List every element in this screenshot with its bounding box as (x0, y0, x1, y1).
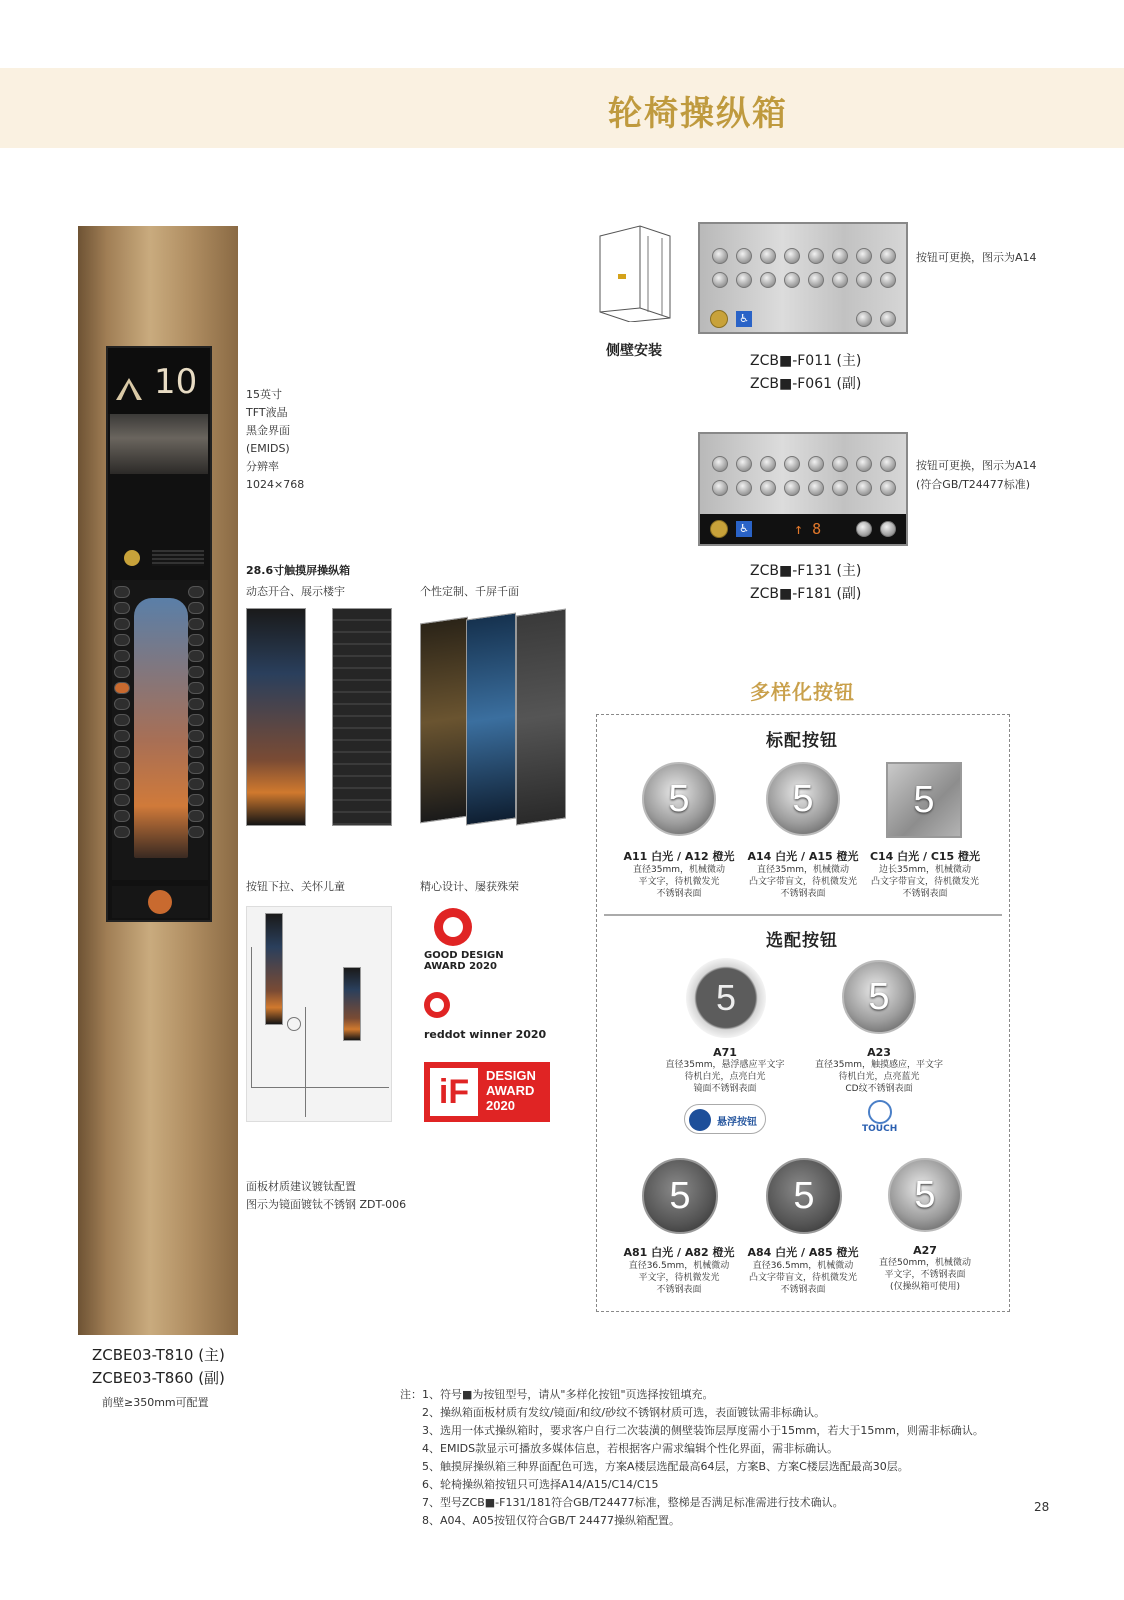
door-open-icon (856, 521, 872, 537)
button-a81-image: 5 (642, 1158, 718, 1234)
panel2-models: ZCB■-F131 (主) ZCB■-F181 (副) (750, 563, 862, 602)
arrow-up-icon (116, 378, 142, 400)
door-close-icon (880, 521, 896, 537)
note-item: 8、A04、A05按钮仅符合GB/T 24477操纵箱配置。 (422, 1514, 681, 1527)
lcd-spec-line: 黑金界面 (246, 424, 290, 437)
reddot-text: reddot winner 2020 (424, 1028, 547, 1041)
left-model-labels (92, 1344, 225, 1390)
bell-icon (124, 550, 140, 566)
front-wall-note: 前壁≥350mm可配置 (102, 1396, 209, 1409)
touch-badge: TOUCH (862, 1100, 898, 1136)
lcd-spec-line: 分辨率 (246, 460, 279, 473)
device-info-area (110, 476, 208, 544)
button-a71-info: A71 直径35mm，悬浮感应平文字 待机白光，点亮白光 镜面不锈钢表面 (665, 1046, 785, 1094)
button-a14-image: 5 (766, 762, 840, 836)
wheelchair-icon: ♿ (736, 311, 752, 327)
button-c14-image: 5 (886, 762, 962, 838)
material-note: 面板材质建议镀钛配置 图示为镜面镀钛不锈钢 ZDT-006 (246, 1180, 407, 1211)
cop-device-image (106, 346, 212, 922)
side-cop-panel-1 (698, 222, 908, 334)
footnotes (400, 1386, 984, 1530)
note-item: 7、型号ZCB■-F131/181符合GB/T24477标准，整梯是否满足标准需进行技术确认。 (422, 1496, 844, 1509)
button-a27-info: A27 直径50mm，机械微动 平文字，不锈钢表面 (仅操纵箱可使用) (879, 1244, 971, 1292)
sketch-panel-right (343, 967, 361, 1041)
reddot-logo (424, 992, 450, 1018)
buttons-section-title: 多样化按钮 (750, 680, 855, 704)
if-award-logo (424, 1062, 550, 1122)
speaker-grille (152, 550, 204, 566)
touch-icon (868, 1100, 892, 1124)
side-install-label: 侧壁安装 (606, 343, 662, 359)
button-a71-image: 5 (686, 958, 766, 1038)
button-a11-image: 5 (642, 762, 716, 836)
note-item: 5、触摸屏操纵箱三种界面配色可选，方案A楼层选配最高64层，方案B、方案C楼层选配最高30层。 (422, 1460, 909, 1473)
lcd-spec-line: TFT液晶 (246, 406, 288, 419)
hover-sense-badge: 悬浮按钮 (684, 1104, 766, 1134)
button-c14-info: C14 白光 / C15 橙光 边长35mm，机械微动 凸文字带盲文，待机微发光 不锈钢表面 (869, 850, 981, 899)
model-sub-label: ZCBE03-T860 (副) (92, 1369, 225, 1387)
lcd-spec-line: (EMIDS) (246, 442, 290, 455)
screen-shot-ui-gray (516, 608, 566, 825)
floor-number: 10 (154, 362, 198, 402)
page-title: 轮椅操纵箱 (608, 94, 788, 134)
device-touch-panel (112, 580, 208, 880)
caption-custom: 个性定制、千屏千面 (420, 585, 519, 598)
panel2-note: 按钮可更换，图示为A14 (符合GB/T24477标准) (916, 459, 1037, 491)
hand-sense-icon (689, 1109, 711, 1131)
optional-buttons-title: 选配按钮 (766, 931, 838, 951)
note-item: 2、操纵箱面板材质有发纹/镜面/和纹/砂纹不锈钢材质可选，表面镀钛需非标确认。 (422, 1406, 826, 1419)
panel2-floor-digit: ↑ 8 (794, 520, 822, 538)
note-item: 注：1、符号■为按钮型号，请从"多样化按钮"页选择按钮填充。 (400, 1388, 714, 1401)
panel1-models: ZCB■-F011 (主) ZCB■-F061 (副) (750, 353, 862, 392)
button-a23-image: 5 (842, 960, 916, 1034)
caption-awards: 精心设计、屡获殊荣 (420, 880, 519, 893)
alarm-bell-icon (710, 310, 728, 328)
floor-button-column-left (114, 586, 132, 876)
floor-button-column-right (188, 586, 206, 876)
button-a11-info: A11 白光 / A12 橙光 直径35mm，机械微动 平文字，待机微发光 不锈钢表面 (623, 850, 735, 899)
caption-pulldown: 按钮下拉、关怀儿童 (246, 880, 345, 893)
device-lobby-photo (110, 414, 208, 474)
if-award-text: DESIGN AWARD 2020 (486, 1068, 536, 1113)
side-cop-panel-2 (698, 432, 908, 546)
good-design-logo (434, 908, 472, 946)
call-button-icon (148, 890, 172, 914)
model-main-label: ZCBE03-T810 (主) (92, 1346, 225, 1364)
cabin-sketch-icon (596, 222, 672, 322)
alarm-bell-icon (710, 520, 728, 538)
button-a81-info: A81 白光 / A82 橙光 直径36.5mm，机械微动 平文字，待机微发光 不锈钢表面 (623, 1246, 735, 1295)
good-design-text: GOOD DESIGN AWARD 2020 (424, 950, 504, 972)
button-a27-image: 5 (888, 1158, 962, 1232)
lcd-spec-line: 15英寸 (246, 388, 282, 401)
button-a23-info: A23 直径35mm，触摸感应，平文字 待机白光，点亮蓝光 CD纹不锈钢表面 (815, 1046, 943, 1094)
screen-shot-ui-black (420, 617, 468, 824)
lcd-spec (246, 386, 304, 494)
door-close-icon (880, 311, 896, 327)
wheelchair-icon: ♿ (736, 521, 752, 537)
button-a84-info: A84 白光 / A85 橙光 直径36.5mm，机械微动 凸文字带盲文，待机微发光 不锈钢表面 (747, 1246, 859, 1295)
device-bottom-bar (112, 886, 208, 918)
if-logo-mark: iF (430, 1068, 478, 1116)
button-a14-info: A14 白光 / A15 橙光 直径35mm，机械微动 凸文字带盲文，待机微发光 不锈钢表面 (747, 850, 859, 899)
button-a84-image: 5 (766, 1158, 842, 1234)
screen-shot-tower (246, 608, 306, 826)
caption-dynamic: 动态开合、展示楼宇 (246, 585, 345, 598)
note-item: 6、轮椅操纵箱按钮只可选择A14/A15/C14/C15 (422, 1478, 659, 1491)
screen-shot-ui-blue (466, 612, 516, 825)
lcd-spec-line: 1024×768 (246, 478, 305, 491)
door-open-icon (856, 311, 872, 327)
screen-shot-list (332, 608, 392, 826)
section-divider (604, 914, 1002, 916)
standard-buttons-title: 标配按钮 (766, 731, 838, 751)
sketch-panel-left (265, 913, 283, 1025)
tower-image (134, 598, 188, 858)
panel2-display-strip (700, 514, 906, 544)
touch-cop-title: 28.6寸触摸屏操纵箱 (246, 564, 351, 577)
page-number: 28 (1034, 1500, 1050, 1514)
child-use-sketch (246, 906, 392, 1122)
panel1-note: 按钮可更换，图示为A14 (916, 251, 1037, 264)
device-floor-display (108, 348, 210, 414)
note-item: 3、选用一体式操纵箱时，要求客户自行二次装潢的侧壁装饰层厚度需小于15mm，若大于15mm，则需非标确认。 (422, 1424, 984, 1437)
header-band (0, 68, 1124, 148)
note-item: 4、EMIDS款显示可播放多媒体信息，若根据客户需求编辑个性化界面，需非标确认。 (422, 1442, 839, 1455)
